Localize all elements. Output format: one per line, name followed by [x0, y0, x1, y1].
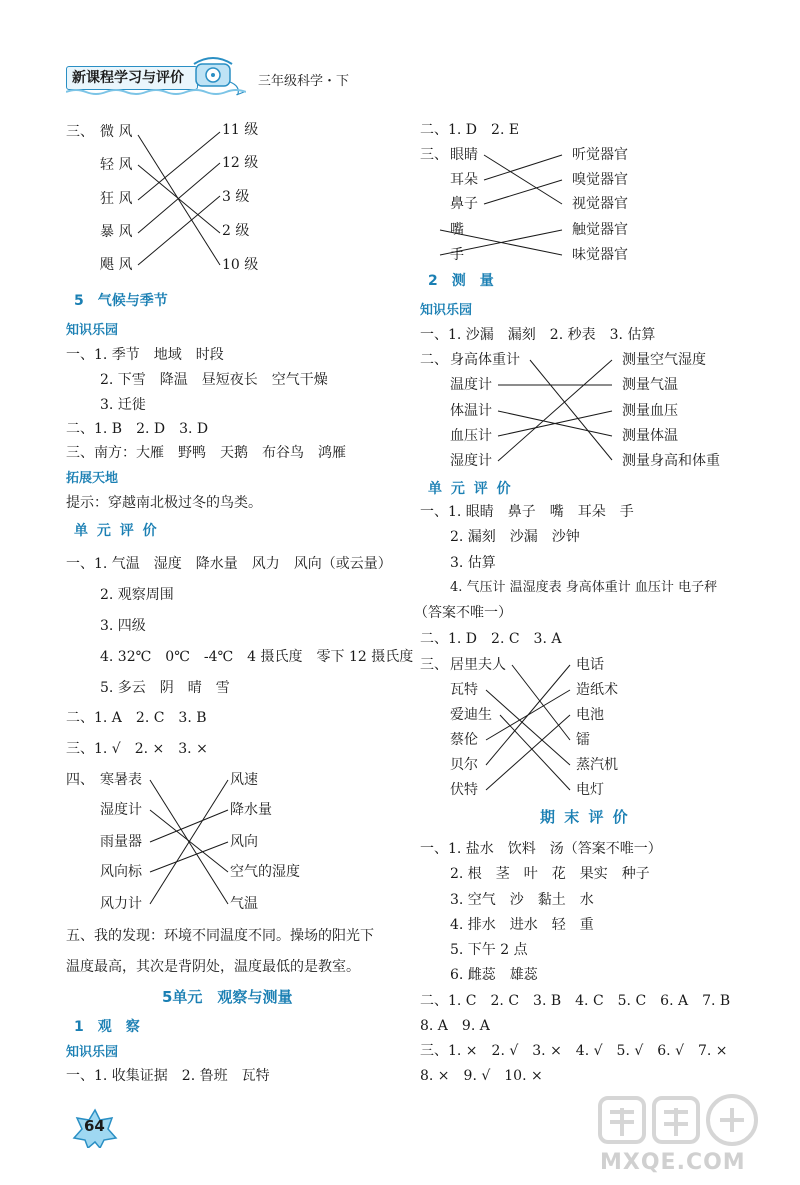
answer-line: 2. 根 茎 叶 花 果实 种子: [450, 866, 650, 882]
section-title: 2 测 量: [428, 273, 494, 289]
measure-right-item: 测量血压: [622, 403, 678, 419]
subsection-title: 知识乐园: [66, 323, 119, 338]
inventor-right-item: 蒸汽机: [576, 757, 618, 773]
section-title: 1 观 察: [74, 1019, 140, 1035]
inventor-right-item: 电灯: [576, 782, 604, 798]
instrument-right-item: 风向: [230, 834, 258, 850]
section-title: 5 气候与季节: [74, 293, 168, 309]
subsection-title: 单 元 评 价: [428, 481, 513, 497]
answer-line: 一、1. 气温 湿度 降水量 风力 风向（或云量）: [66, 556, 392, 572]
organ-right-item: 听觉器官: [572, 147, 628, 163]
instrument-left-item: 风力计: [100, 896, 142, 912]
answer-line: 三、南方：大雁 野鸭 天鹅 布谷鸟 鸿雁: [66, 445, 346, 461]
answer-line: 二、1. D 2. E: [420, 122, 520, 138]
answer-line: 8. × 9. √ 10. ×: [420, 1068, 543, 1084]
match-line: [150, 842, 228, 872]
answer-line: 一、1. 眼睛 鼻子 嘴 耳朵 手: [420, 504, 634, 520]
instrument-right-item: 降水量: [230, 802, 272, 818]
match-line: [512, 665, 570, 740]
answer-line: 6. 雌蕊 雄蕊: [450, 967, 538, 983]
instrument-right-item: 气温: [230, 896, 258, 912]
wind-right-item: 12 级: [222, 155, 259, 171]
header-title: 新课程学习与评价: [72, 70, 184, 86]
q2-label: 二、: [420, 352, 448, 368]
measure-right-item: 测量空气湿度: [622, 352, 706, 368]
answer-line: 二、1. A 2. C 3. B: [66, 710, 207, 726]
answer-line: 二、1. B 2. D 3. D: [66, 421, 209, 437]
answer-line: 3. 迁徙: [100, 397, 146, 413]
q3-label: 三、: [420, 147, 448, 163]
answer-line: 二、1. D 2. C 3. A: [420, 631, 562, 647]
answer-line: （答案不唯一）: [414, 605, 512, 621]
wind-left-item: 轻 风: [100, 157, 133, 173]
wind-right-item: 10 级: [222, 257, 259, 273]
answer-line: 一、1. 季节 地域 时段: [66, 347, 224, 363]
match-line: [138, 132, 220, 200]
q3-label: 三、: [420, 657, 448, 673]
page-number: 64: [84, 1117, 105, 1135]
answer-line: 3. 空气 沙 黏土 水: [450, 892, 594, 908]
match-line: [150, 780, 228, 904]
answer-line: 二、1. C 2. C 3. B 4. C 5. C 6. A 7. B: [420, 993, 731, 1009]
inventor-right-item: 镭: [576, 732, 590, 748]
match-line: [138, 163, 220, 233]
inventor-left-item: 瓦特: [450, 682, 478, 698]
watermark-logo: [596, 1090, 766, 1152]
wind-left-item: 狂 风: [100, 191, 133, 207]
header-wave: [66, 88, 246, 96]
organ-left-item: 眼睛: [450, 147, 478, 163]
answer-line: 2. 下雪 降温 昼短夜长 空气干燥: [100, 372, 328, 388]
answer-line: 三、1. × 2. √ 3. × 4. √ 5. √ 6. √ 7. ×: [420, 1043, 728, 1059]
match-line: [150, 780, 228, 904]
wind-left-item: 微 风: [100, 124, 133, 140]
match-line: [484, 155, 562, 180]
organ-left-item: 鼻子: [450, 196, 478, 212]
match-line: [484, 180, 562, 204]
answer-line: 一、1. 沙漏 漏刻 2. 秒表 3. 估算: [420, 327, 656, 343]
match-line: [486, 715, 570, 790]
answer-line: 4. 气压计 温湿度表 身高体重计 血压计 电子秤: [450, 580, 718, 595]
organ-left-item: 手: [450, 247, 464, 263]
measure-right-item: 测量体温: [622, 428, 678, 444]
match-line: [486, 665, 570, 765]
match-line: [150, 810, 228, 842]
inventor-right-item: 造纸术: [576, 682, 618, 698]
organ-right-item: 味觉器官: [572, 247, 628, 263]
wind-right-item: 3 级: [222, 189, 250, 205]
answer-line: 提示：穿越南北极过冬的鸟类。: [66, 495, 262, 511]
measure-left-item: 湿度计: [450, 453, 492, 469]
match-line: [498, 360, 612, 461]
match-line: [484, 155, 562, 204]
match-line: [138, 135, 220, 265]
measure-left-item: 体温计: [450, 403, 492, 419]
answer-line: 一、1. 盐水 饮料 汤（答案不唯一）: [420, 841, 662, 857]
inventor-left-item: 居里夫人: [450, 657, 506, 673]
organ-left-item: 耳朵: [450, 172, 478, 188]
wind-right-item: 2 级: [222, 223, 250, 239]
wind-left-item: 飓 风: [100, 257, 133, 273]
q3-label: 三、: [66, 124, 94, 140]
subsection-title: 知识乐园: [420, 303, 473, 318]
watermark-text: MXQE.COM: [600, 1150, 746, 1175]
answer-line: 2. 漏刻 沙漏 沙钟: [450, 529, 580, 545]
answer-line: 五、我的发现：环境不同温度不同。操场的阳光下: [66, 928, 374, 944]
answer-line: 4. 排水 进水 轻 重: [450, 917, 594, 933]
match-line: [530, 360, 612, 460]
measure-left-item: 血压计: [450, 428, 492, 444]
answer-line: 5. 多云 阴 晴 雪: [100, 680, 230, 696]
match-line: [138, 196, 220, 265]
instrument-left-item: 风向标: [100, 864, 142, 880]
header-subtitle: 三年级科学・下: [258, 74, 350, 89]
match-line: [486, 690, 570, 765]
organ-right-item: 嗅觉器官: [572, 172, 628, 188]
instrument-left-item: 寒暑表: [100, 772, 142, 788]
match-line: [150, 810, 228, 872]
inventor-right-item: 电池: [576, 707, 604, 723]
wind-right-item: 11 级: [222, 122, 259, 138]
organ-right-item: 视觉器官: [572, 196, 628, 212]
answer-line: 3. 四级: [100, 618, 146, 634]
organ-right-item: 触觉器官: [572, 222, 628, 238]
organ-left-item: 嘴: [450, 222, 464, 238]
measure-left-item: 身高体重计: [450, 352, 520, 368]
subsection-title: 知识乐园: [66, 1045, 119, 1060]
instrument-right-item: 风速: [230, 772, 258, 788]
inventor-right-item: 电话: [576, 657, 604, 673]
wind-left-item: 暴 风: [100, 224, 133, 240]
subsection-title: 单 元 评 价: [74, 523, 159, 539]
instrument-left-item: 湿度计: [100, 802, 142, 818]
inventor-left-item: 爱迪生: [450, 707, 492, 723]
instrument-right-item: 空气的湿度: [230, 864, 300, 880]
inventor-left-item: 伏特: [450, 782, 478, 798]
inventor-left-item: 蔡伦: [450, 732, 478, 748]
answer-line: 8. A 9. A: [420, 1018, 490, 1034]
answer-line: 5. 下午 2 点: [450, 942, 528, 958]
answer-line: 三、1. √ 2. × 3. ×: [66, 741, 208, 757]
inventor-left-item: 贝尔: [450, 757, 478, 773]
instrument-left-item: 雨量器: [100, 834, 142, 850]
match-line: [138, 165, 220, 233]
q4-label: 四、: [66, 772, 94, 788]
match-line: [498, 411, 612, 436]
answer-line: 3. 估算: [450, 555, 496, 571]
answer-line: 温度最高，其次是背阴处，温度最低的是教室。: [66, 959, 360, 975]
match-line: [500, 715, 570, 790]
final-eval-title: 期 末 评 价: [540, 808, 630, 826]
measure-right-item: 测量气温: [622, 377, 678, 393]
match-line: [498, 411, 612, 436]
measure-right-item: 测量身高和体重: [622, 453, 720, 469]
unit-title: 5单元 观察与测量: [162, 988, 293, 1006]
subsection-title: 拓展天地: [66, 471, 119, 486]
answer-line: 一、1. 收集证据 2. 鲁班 瓦特: [66, 1068, 270, 1084]
answer-line: 4. 32℃ 0℃ -4℃ 4 摄氏度 零下 12 摄氏度: [100, 649, 414, 665]
match-line: [486, 690, 570, 740]
measure-left-item: 温度计: [450, 377, 492, 393]
answer-line: 2. 观察周围: [100, 587, 174, 603]
